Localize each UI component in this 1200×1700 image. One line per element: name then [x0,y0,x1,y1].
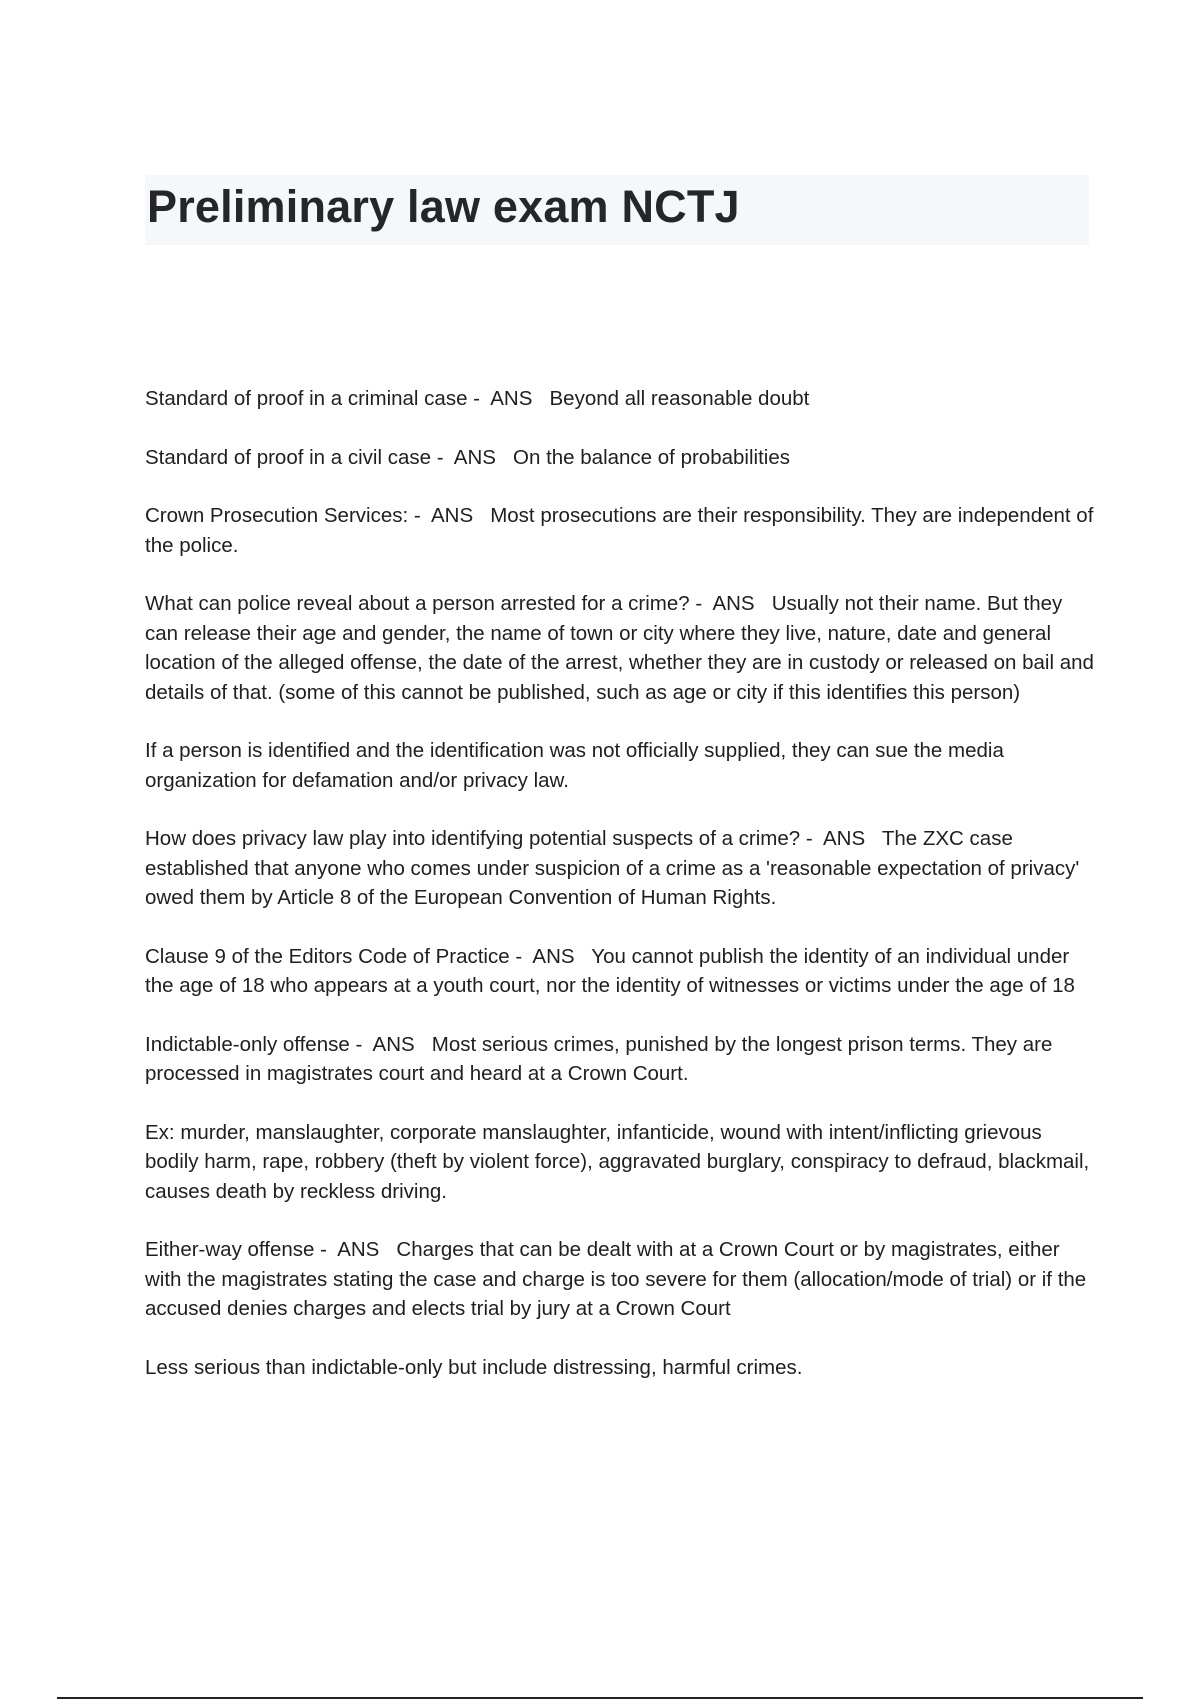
paragraph-privacy-law: How does privacy law play into identifying potential suspects of a crime? - ANS The ZXC case established that anyone who comes under suspicion of a crime as a 'reasonable expectation of privacy' owed them by Article 8 of the European Convention of Human Rights. [145,827,1085,909]
paragraph-cps: Crown Prosecution Services: - ANS Most prosecutions are their responsibility. They are independent of the police. [145,504,1100,557]
title-banner [145,175,1089,245]
paragraph-less-serious: Less serious than indictable-only but include distressing, harmful crimes. [145,1355,803,1379]
page-bottom-divider [57,1697,1143,1699]
paragraph-indictable-examples: Ex: murder, manslaughter, corporate manslaughter, infanticide, wound with intent/inflicting grievous bodily harm, rape, robbery (theft by violent force), aggravated burglary, conspiracy to defraud, blackmail, causes death by reckless driving. [145,1120,1095,1203]
paragraph-either-way: Either-way offense - ANS Charges that can be dealt with at a Crown Court or by magistrates, either with the magistrates stating the case and charge is too severe for them (allocation/mode of trial) or if the accused denies charges and elects trial by jury at a Crown Court [145,1238,1092,1320]
paragraph-indictable-only: Indictable-only offense - ANS Most serious crimes, punished by the longest prison terms. They are processed in magistrates court and heard at a Crown Court. [145,1032,1059,1085]
paragraph-police-reveal: What can police reveal about a person arrested for a crime? - ANS Usually not their name. But they can release their age and gender, the name of town or city where they live, nature, date and general location of the alleged offense, the date of the arrest, whether they are in custody or released on bail and details of that. (some of this cannot be published, such as age or city if this identifies this person) [145,592,1100,704]
paragraph-identification: If a person is identified and the identification was not officially supplied, they can sue the media organization for defamation and/or privacy law. [145,739,1010,792]
paragraph-civil-standard: Standard of proof in a civil case - ANS On the balance of probabilities [145,445,790,469]
paragraph-clause-9: Clause 9 of the Editors Code of Practice - ANS You cannot publish the identity of an individual under the age of 18 who appears at a youth court, nor the identity of witnesses or victims under the age of 18 [145,944,1075,997]
document-body [145,384,1100,1411]
paragraph-criminal-standard: Standard of proof in a criminal case - ANS Beyond all reasonable doubt [145,387,810,410]
page-title: Preliminary law exam NCTJ [147,181,740,232]
